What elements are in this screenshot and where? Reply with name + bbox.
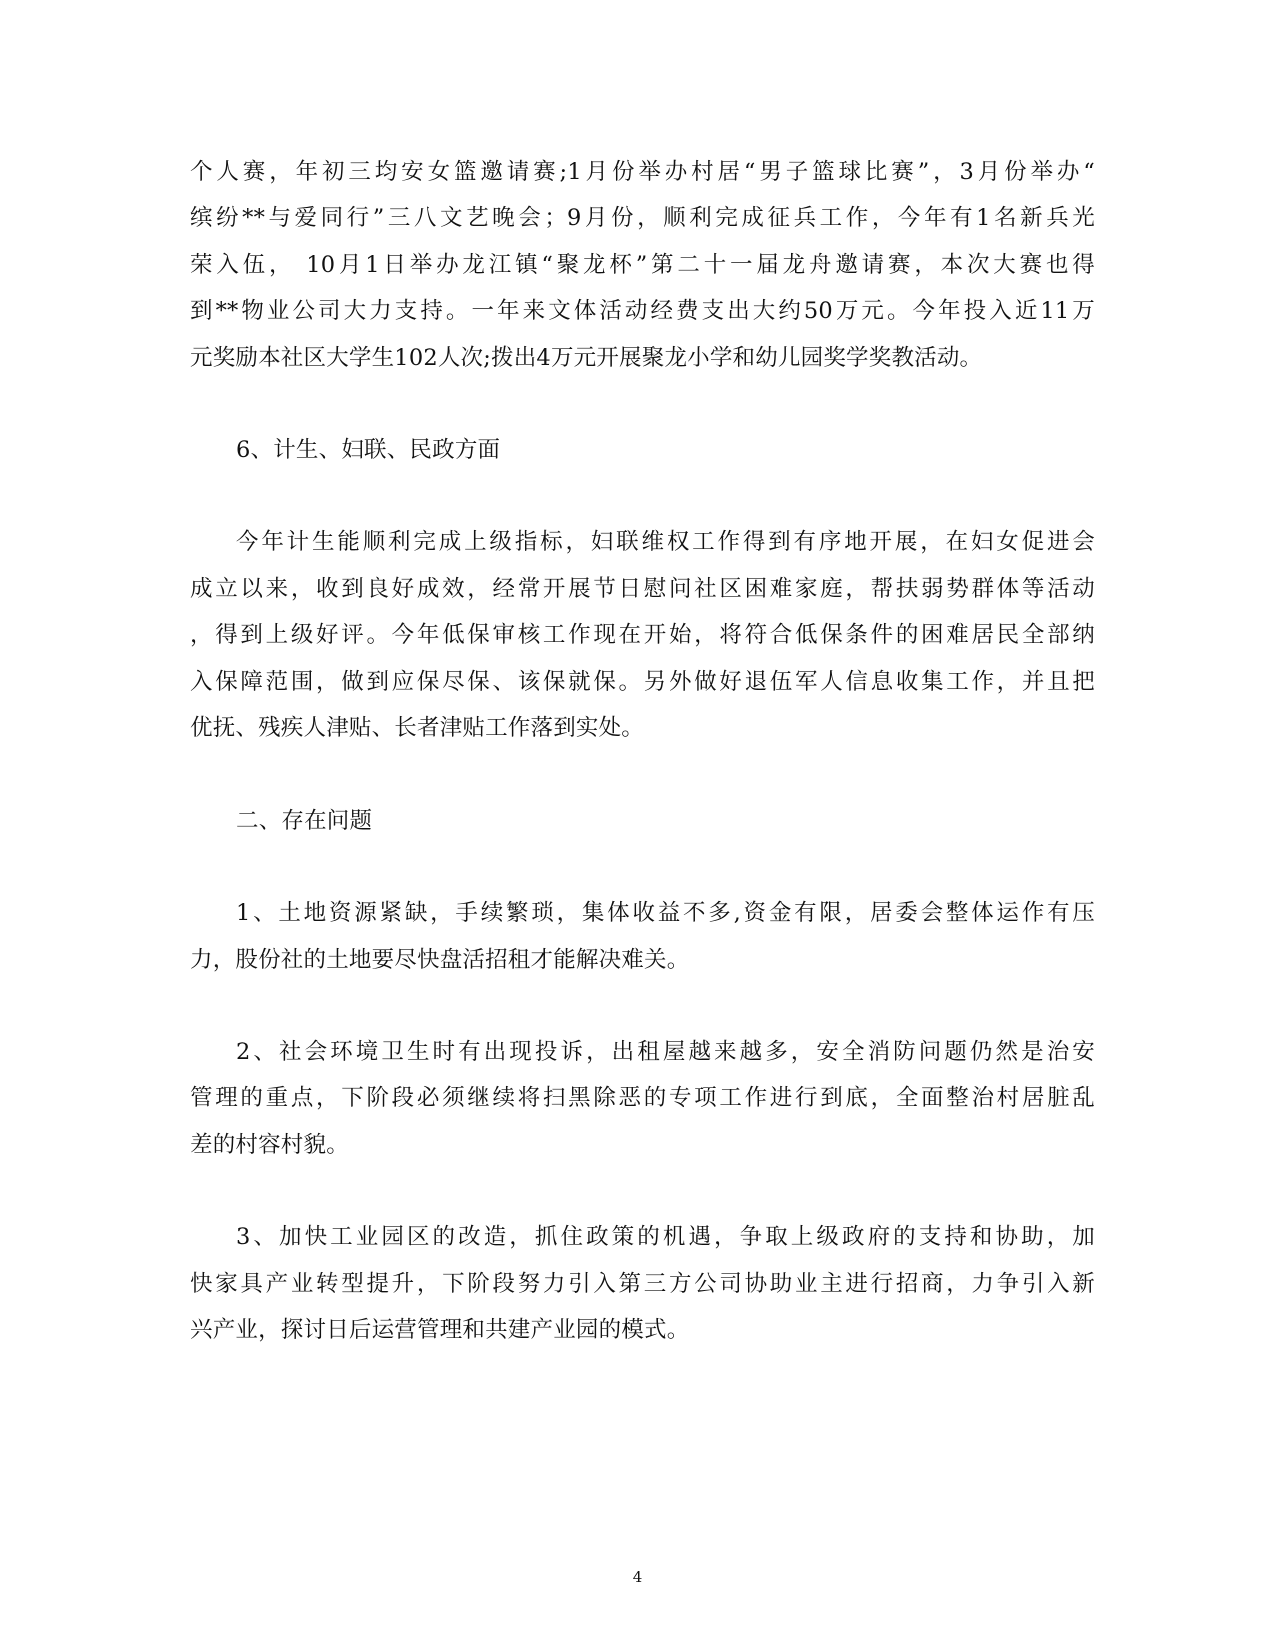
paragraph-line: 管理的重点，下阶段必须继续将扫黑除恶的专项工作进行到底，全面整治村居脏乱 [190,1085,1095,1111]
paragraph-line: 差的村容村貌。 [190,1132,349,1158]
paragraph-line: 2、社会环境卫生时有出现投诉，出租屋越来越多，安全消防问题仍然是治安 [236,1039,1095,1065]
paragraph-line: 入保障范围，做到应保尽保、该保就保。另外做好退伍军人信息收集工作，并且把 [190,669,1095,695]
paragraph-line: 优抚、残疾人津贴、长者津贴工作落到实处。 [190,715,645,741]
paragraph-line: 力，股份社的土地要尽快盘活招租才能解决难关。 [190,947,690,973]
paragraph-line: 个人赛，年初三均安女篮邀请赛;1月份举办村居“男子篮球比赛”，3月份举办“ [190,159,1095,185]
paragraph-line: 元奖励本社区大学生102人次;拨出4万元开展聚龙小学和幼儿园奖学奖教活动。 [190,345,983,371]
paragraph-line: 兴产业，探讨日后运营管理和共建产业园的模式。 [190,1317,690,1343]
paragraph-line: 缤纷**与爱同行”三八文艺晚会；9月份，顺利完成征兵工作，今年有1名新兵光 [190,205,1095,231]
paragraph-line: 快家具产业转型提升，下阶段努力引入第三方公司协助业主进行招商，力争引入新 [190,1271,1095,1297]
heading-line: 6、计生、妇联、民政方面 [236,437,501,463]
page-number: 4 [632,1568,643,1586]
heading-line: 二、存在问题 [236,808,373,834]
paragraph-line: 3、加快工业园区的改造，抓住政策的机遇，争取上级政府的支持和协助，加 [236,1224,1095,1250]
paragraph-line: 荣入伍， 10月1日举办龙江镇“聚龙杯”第二十一届龙舟邀请赛，本次大赛也得 [190,252,1095,278]
paragraph-line: 到**物业公司大力支持。一年来文体活动经费支出大约50万元。今年投入近11万 [190,298,1095,324]
paragraph-line: 今年计生能顺利完成上级指标，妇联维权工作得到有序地开展，在妇女促进会 [236,529,1095,555]
paragraph-line: ，得到上级好评。今年低保审核工作现在开始，将符合低保条件的困难居民全部纳 [190,622,1095,648]
paragraph-line: 1、土地资源紧缺，手续繁琐，集体收益不多,资金有限，居委会整体运作有压 [236,900,1095,926]
paragraph-line: 成立以来，收到良好成效，经常开展节日慰问社区困难家庭，帮扶弱势群体等活动 [190,576,1095,602]
